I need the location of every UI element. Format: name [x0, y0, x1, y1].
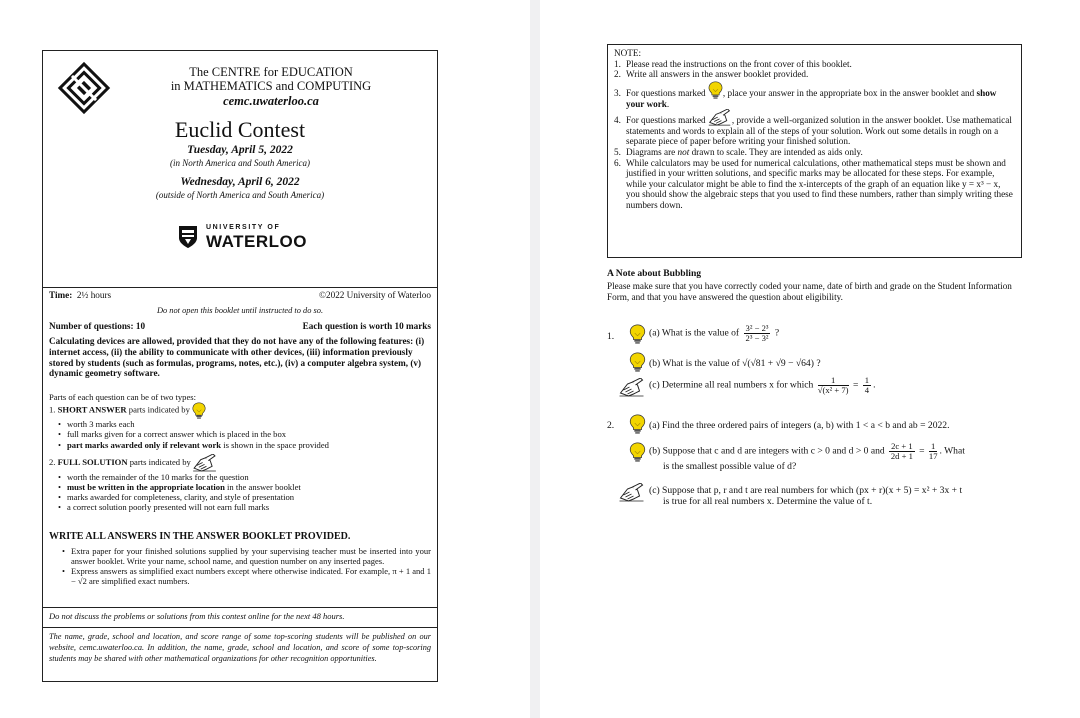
fraction: [863, 376, 871, 395]
note-text: Diagrams are: [626, 147, 676, 158]
full-solution-heading: [49, 454, 431, 472]
question-2a: (a) Find the three ordered pairs of integers (a, b) with 1 < a < b and ab = 2022.: [649, 420, 950, 431]
full-bullets: [49, 472, 431, 513]
question-text: . What: [939, 445, 965, 457]
question-text: ?: [816, 358, 821, 369]
lightbulb-icon: [629, 442, 646, 462]
instructions-page: [540, 0, 1080, 718]
contest-title: Euclid Contest: [174, 117, 306, 142]
note-text: While calculators may be used for numerical calculations, other mathematical steps must be shown and justified in your written solutions, and specific marks may be allocated for these steps. For example, while your calculator might be able to find the x-intercepts of the graph of an equation like y = x³ − x, you should show the algebraic steps that you used to find these numbers, rather than simply writing these numbers down.: [626, 157, 1013, 211]
question-text: .: [873, 379, 876, 391]
note-text: Please read the instructions on the front cover of this booklet.: [626, 58, 852, 69]
copyright: ©2022 University of Waterloo: [319, 290, 431, 300]
fraction-denominator: 2d + 1: [890, 451, 913, 461]
note-num: 1.: [614, 58, 621, 69]
divider: [43, 287, 437, 288]
time-label: Time:: [49, 290, 73, 300]
fraction-numerator: 3² − 2³: [745, 323, 769, 333]
org-name-line2: in MATHEMATICS and COMPUTING: [170, 79, 372, 93]
list-item: • Express answers as simplified exact numbers except where otherwise indicated. For example, π + 1 and 1 − √2 are simplified exact numbers.: [71, 566, 431, 586]
radical-expression: √(√81 + √9 − √64): [742, 358, 814, 369]
note-text: , provide a well-organized solution in the answer booklet. Use mathematical statements and words to explain all of the steps of your solution. Work out some details in rough on a separate piece of paper before writing your finished solution.: [626, 115, 1012, 147]
num-questions: Number of questions: 10: [49, 321, 146, 331]
uw-small-text: UNIVERSITY OF: [206, 224, 281, 231]
note-num: 2.: [614, 69, 621, 80]
note-box: [607, 44, 1022, 258]
question-1b: [649, 358, 821, 369]
note-num: 3.: [614, 87, 621, 98]
privacy-note: The name, grade, school and location, and score range of some top-scoring students will be published on our website, cemc.uwaterloo.ca. In addition, the name, grade, school and location, and score of some top-scoring students may be shared with other mathematical organizations for other recognition opportunities.: [49, 632, 431, 663]
fraction: [929, 442, 938, 461]
fraction-numerator: 1: [929, 442, 938, 452]
lightbulb-icon: [629, 352, 646, 372]
note-text: For questions marked: [626, 115, 706, 126]
lightbulb-icon: [708, 81, 723, 99]
list-item: [67, 482, 431, 492]
website: cemc.uwaterloo.ca: [223, 94, 319, 108]
question-2b: [649, 442, 1029, 472]
list-item: • marks awarded for completeness, clarity, and style of presentation: [67, 492, 431, 502]
time-value: 2½ hours: [76, 290, 112, 300]
fraction: [889, 442, 915, 461]
question-1a: [649, 324, 779, 343]
question-text: (c) Determine all real numbers x for which: [649, 379, 814, 391]
list-item: • worth 3 marks each: [67, 419, 431, 429]
question-text: (b) Suppose that c and d are integers with c > 0 and d > 0 and: [649, 445, 885, 457]
fraction-denominator: 4: [864, 385, 870, 395]
do-not-open: Do not open this booklet until instructed to do so.: [156, 306, 324, 315]
cover-page: [0, 0, 530, 718]
rest-text: is shown in the space provided: [221, 439, 329, 450]
full-num: 2.: [49, 456, 56, 467]
note-item: [614, 147, 1015, 158]
short-suffix: parts indicated by: [126, 404, 190, 415]
org-name-line1: The CENTRE for EDUCATION: [189, 65, 353, 79]
note-num: 5.: [614, 147, 621, 158]
bubbling-text: Please make sure that you have correctly coded your name, date of birth and grade on the Student Information Form, and that you have answered the question about eligibility.: [607, 281, 1012, 302]
uw-big-text: WATERLOO: [206, 232, 307, 251]
short-title: SHORT ANSWER: [57, 404, 127, 415]
question-2c: [649, 485, 1029, 507]
parts-section: [49, 392, 431, 513]
answer-rules: [49, 546, 431, 586]
calculator-rules: Calculating devices are allowed, provided that they do not have any of the following features: (i) internet access, (ii) the ability to communicate with other devices, (iii) information previously stored by students (such as formulas, programs, notes, etc.), (iv) a computer algebra system, (v) dynamic geometry software.: [49, 336, 425, 379]
uw-logo: [178, 223, 308, 251]
short-bullets: [49, 419, 431, 450]
do-not-discuss: Do not discuss the problems or solutions from this contest online for the next 48 hours.: [49, 611, 345, 621]
equals-sign: =: [852, 379, 859, 391]
lightbulb-icon: [629, 414, 646, 434]
each-worth: Each question is worth 10 marks: [302, 321, 431, 331]
question-number: 2.: [607, 420, 615, 431]
writing-hand-icon: [619, 483, 645, 502]
cover-frame: [42, 50, 438, 682]
fraction-numerator: 1: [864, 375, 870, 385]
region-outside: (outside of North America and South America): [155, 190, 325, 200]
note-item: [614, 88, 1015, 109]
fraction-numerator: 1: [818, 376, 849, 386]
fraction-numerator: 2c + 1: [891, 441, 913, 451]
bold-text: must be written in the appropriate location: [67, 482, 225, 493]
uw-shield-icon: [178, 225, 198, 249]
note-text: .: [666, 98, 670, 109]
parts-intro: Parts of each question can be of two types:: [49, 392, 197, 402]
question-2: [607, 412, 1027, 522]
divider: [43, 627, 437, 628]
bold-text: part marks awarded only if relevant work: [67, 439, 222, 450]
cover-header: [43, 51, 437, 287]
list-item: • Extra paper for your finished solutions supplied by your supervising teacher must be inserted into your answer booklet. Write your name, school name, and question number on any inserted pages.: [71, 546, 431, 566]
note-item: [614, 158, 1015, 211]
note-italic: not: [677, 147, 690, 158]
write-all-heading: WRITE ALL ANSWERS IN THE ANSWER BOOKLET PROVIDED.: [49, 531, 351, 542]
note-bold: show your work: [626, 87, 997, 109]
question-text: ?: [774, 327, 780, 339]
question-1c: [649, 376, 875, 395]
note-num: 4.: [614, 115, 621, 126]
note-heading: NOTE:: [614, 48, 642, 58]
questions-row: [49, 321, 431, 332]
note-item: [614, 69, 1015, 80]
question-text: (c) Suppose that p, r and t are real numbers for which (px + r)(x + 5) = x² + 3x + t: [649, 485, 963, 496]
region-americas: (in North America and South America): [170, 158, 310, 168]
short-answer-heading: [49, 402, 431, 419]
rest-text: in the answer booklet: [224, 482, 301, 493]
fraction-denominator: 17: [928, 451, 938, 461]
full-suffix: parts indicated by: [127, 456, 191, 467]
date-americas: Tuesday, April 5, 2022: [187, 144, 293, 156]
fraction: [744, 324, 771, 343]
question-text: (b) What is the value of: [649, 358, 740, 369]
question-1: [607, 320, 1027, 410]
writing-hand-icon: [708, 109, 732, 126]
lightbulb-icon: [629, 324, 646, 344]
lightbulb-icon: [192, 402, 206, 419]
note-item: [614, 59, 1015, 70]
question-text: is true for all real numbers x. Determine the value of t.: [663, 496, 873, 507]
list-item: • a correct solution poorly presented will not earn full marks: [67, 502, 431, 512]
full-title: FULL SOLUTION: [57, 456, 128, 467]
bubbling-heading: A Note about Bubbling: [607, 268, 702, 279]
list-item: [67, 440, 431, 450]
question-number: 1.: [607, 331, 615, 342]
note-text: , place your answer in the appropriate box in the answer booklet and: [722, 87, 975, 98]
fraction-denominator: 2³ − 3²: [745, 333, 769, 343]
date-outside: Wednesday, April 6, 2022: [180, 176, 300, 188]
list-item: • full marks given for a correct answer which is placed in the box: [67, 429, 431, 439]
question-text: is the smallest possible value of d?: [663, 461, 797, 472]
fraction-denominator: √(x² + 7): [817, 385, 849, 395]
time-row: [49, 290, 431, 301]
note-text: drawn to scale. They are intended as aids only.: [691, 147, 863, 158]
note-num: 6.: [614, 157, 621, 168]
short-num: 1.: [49, 404, 56, 415]
writing-hand-icon: [619, 378, 645, 397]
note-text: Write all answers in the answer booklet provided.: [626, 69, 809, 80]
divider: [43, 607, 437, 608]
list-item: • worth the remainder of the 10 marks for the question: [67, 472, 431, 482]
fraction: [818, 376, 849, 395]
note-item: [614, 115, 1015, 147]
writing-hand-icon: [193, 454, 217, 472]
question-text: (a) What is the value of: [649, 327, 740, 339]
note-text: For questions marked: [626, 87, 706, 98]
equals-sign: =: [919, 445, 925, 457]
